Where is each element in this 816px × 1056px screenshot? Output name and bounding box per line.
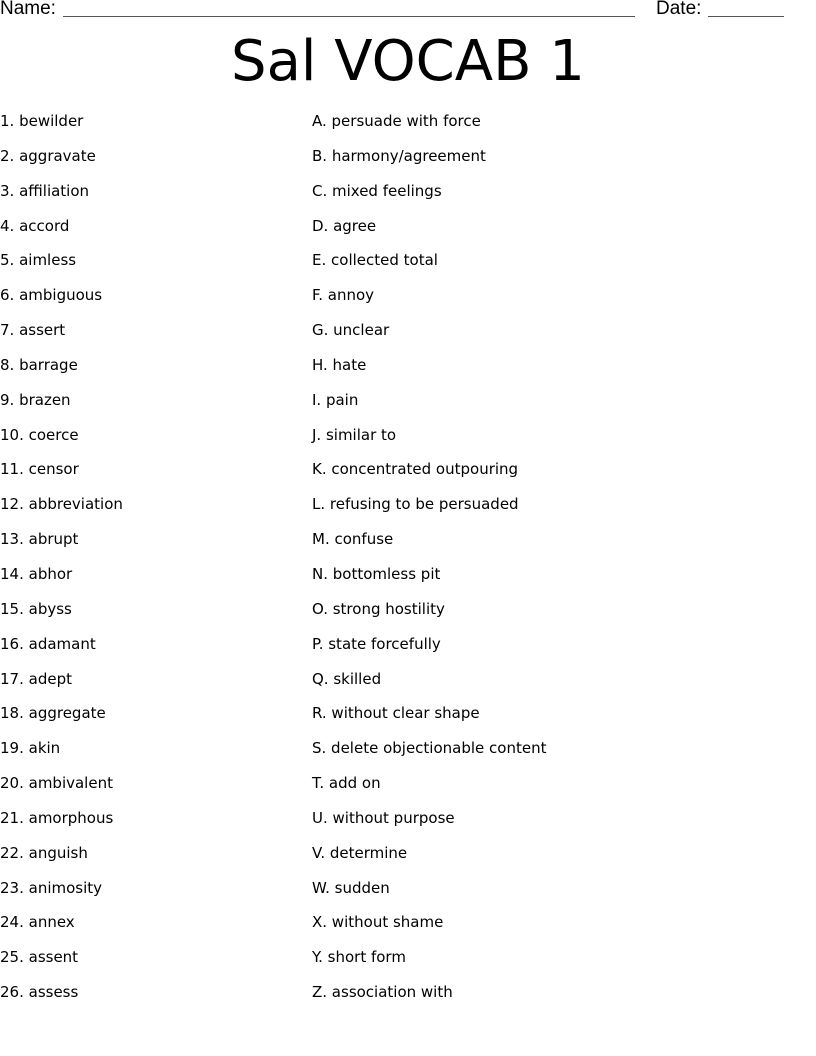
vocab-word-item: 26. assess [0,983,79,1002]
vocab-word-item: 11. censor [0,460,79,479]
vocab-word-item: 5. aimless [0,251,77,270]
definition-item: P. state forcefully [312,634,441,653]
vocab-word-item: 16. adamant [0,634,96,653]
definition-item: A. persuade with force [312,112,481,130]
definition-item: C. mixed feelings [312,181,442,200]
vocab-word-item: 12. abbreviation [0,495,123,514]
vocab-word-item: 3. affiliation [0,181,90,200]
definition-item: Q. skilled [312,669,382,688]
vocab-word-item: 4. accord [0,216,70,235]
name-blank-line [63,16,635,17]
vocab-word-item: 20. ambivalent [0,774,113,793]
vocab-word-item: 25. assent [0,948,79,967]
vocab-word-item: 10. coerce [0,425,79,444]
date-blank-line [708,16,784,17]
definition-item: Z. association with [312,983,453,1002]
definition-item: D. agree [312,216,377,235]
definition-item: K. concentrated outpouring [312,460,519,479]
definition-item: B. harmony/agreement [312,146,486,165]
vocab-word-item: 13. abrupt [0,530,79,549]
definition-item: Y. short form [312,948,406,967]
vocab-word-item: 19. akin [0,739,61,758]
vocab-word-item: 6. ambiguous [0,286,103,305]
definition-item: J. similar to [312,425,397,444]
vocab-word-item: 1. bewilder [0,112,84,130]
definition-item: G. unclear [312,321,390,340]
definition-item: I. pain [312,390,359,409]
vocab-word-item: 21. amorphous [0,808,114,827]
vocab-word-item: 7. assert [0,321,66,340]
vocab-word-item: 18. aggregate [0,704,106,723]
vocab-word-item: 23. animosity [0,878,103,897]
vocab-word-item: 9. brazen [0,390,71,409]
vocab-word-item: 2. aggravate [0,146,96,165]
definition-list [312,110,792,1016]
definition-item: W. sudden [312,878,390,897]
vocab-word-item: 17. adept [0,669,72,688]
definition-item: U. without purpose [312,808,455,827]
vocab-word-item: 8. barrage [0,355,78,374]
vocab-word-item: 15. abyss [0,599,72,618]
vocab-word-item: 22. anguish [0,843,88,862]
worksheet-title: Sal VOCAB 1 [231,29,585,94]
definition-item: F. annoy [312,286,375,305]
definition-item: T. add on [312,774,381,793]
worksheet-header [0,0,816,24]
date-label: Date: [656,0,702,19]
definition-item: E. collected total [312,251,438,270]
definition-item: H. hate [312,355,367,374]
definition-item: M. confuse [312,530,394,549]
definition-item: V. determine [312,843,408,862]
definition-item: N. bottomless pit [312,564,441,583]
definition-item: O. strong hostility [312,599,445,618]
word-list [0,110,300,1016]
name-label: Name: [0,0,56,19]
definition-item: L. refusing to be persuaded [312,495,519,514]
definition-item: X. without shame [312,913,444,932]
vocab-word-item: 24. annex [0,913,75,932]
definition-item: R. without clear shape [312,704,480,723]
definition-item: S. delete objectionable content [312,739,547,758]
vocab-word-item: 14. abhor [0,564,73,583]
